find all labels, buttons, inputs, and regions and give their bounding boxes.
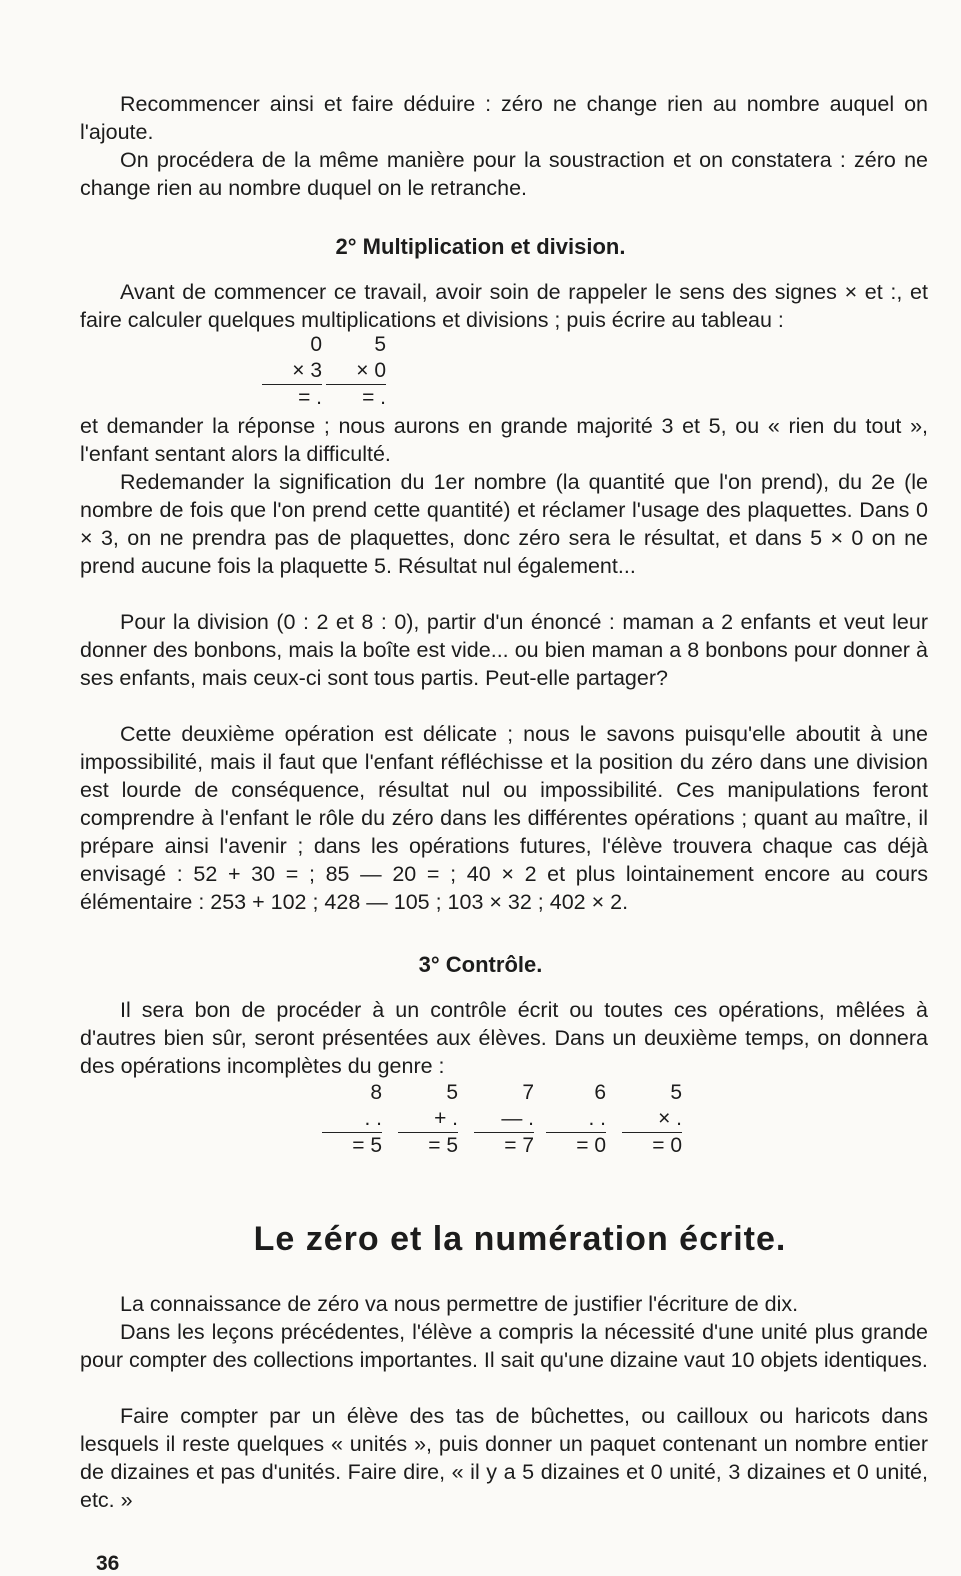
op-mid: × 0 xyxy=(326,358,386,385)
section-title: Le zéro et la numération écrite. xyxy=(253,1220,787,1258)
op-bottom: = 0 xyxy=(576,1134,606,1157)
paragraph-faire-compter: Faire compter par un élève des tas de bûchettes, ou cailloux ou haricots dans lesquels il reste quelques « unités », puis donner un paquet contenant un nombre entier de dizaines et pas d'unités. Faire dire, « il y a 5 dizaines et 0 unité, 3 dizaines et 0 unité, etc. » xyxy=(80,1404,928,1512)
paragraph-deuxieme-operation: Cette deuxième opération est délicate ; nous le savons puisqu'elle aboutit à une impossibilité, mais il faut que l'enfant réfléchisse et la position du zéro dans une division est lourde de conséquence, résultat nul ou impossibilité. Ces manipulations feront comprendre à l'enfant le rôle du zéro dans les différentes opérations ; quant au maître, il prépare ainsi l'avenir ; dans les opérations futures, l'élève trouvera chaque cas déjà envisagé : 52 + 30 = ; 85 — 20 = ; 40 × 2 et plus lointainement encore au cours élémentaire : 253 + 102 ; 428 — 105 ; 103 × 32 ; 402 × 2. xyxy=(80,722,928,914)
board-op-2 xyxy=(326,332,386,411)
op-bottom: = . xyxy=(362,386,386,409)
paragraph-controle: Il sera bon de procéder à un contrôle écrit ou toutes ces opérations, mêlées à d'autres bien sûr, seront présentées aux élèves. Dans un deuxième temps, on donnera des opérations incomplètes du genre : xyxy=(80,998,928,1078)
op-top: 7 xyxy=(522,1081,534,1104)
op-mid: . . xyxy=(322,1106,382,1133)
op-bottom: = . xyxy=(298,386,322,409)
op-top: 5 xyxy=(374,333,386,356)
control-op-3 xyxy=(474,1080,534,1159)
control-op-2 xyxy=(398,1080,458,1159)
op-top: 0 xyxy=(310,333,322,356)
control-op-4 xyxy=(546,1080,606,1159)
paragraph-lecons: Dans les leçons précédentes, l'élève a compris la nécessité d'une unité plus grande pour compter des collections importantes. Il sait qu'une dizaine vaut 10 objets identiques. xyxy=(80,1320,928,1372)
page-number: 36 xyxy=(96,1552,120,1575)
control-op-5 xyxy=(622,1080,682,1159)
op-top: 8 xyxy=(370,1081,382,1104)
board-op-1 xyxy=(262,332,322,411)
op-top: 5 xyxy=(446,1081,458,1104)
paragraph-answer: et demander la réponse ; nous aurons en grande majorité 3 et 5, ou « rien du tout », l'enfant sentant alors la difficulté. xyxy=(80,414,928,466)
op-mid: × 3 xyxy=(262,358,322,385)
paragraph-intro-multiplication: Avant de commencer ce travail, avoir soin de rappeler le sens des signes × et :, et faire calculer quelques multiplications et divisions ; puis écrire au tableau : xyxy=(80,280,928,332)
op-bottom: = 5 xyxy=(428,1134,458,1157)
op-mid: . . xyxy=(546,1106,606,1133)
op-top: 5 xyxy=(670,1081,682,1104)
paragraph-signification: Redemander la signification du 1er nombre (la quantité que l'on prend), du 2e (le nombre de fois que l'on prend cette quantité) et réclamer l'usage des plaquettes. Dans 0 × 3, on ne prendra pas de plaquettes, donc zéro sera le résultat, et dans 5 × 0 on ne prend aucune fois la plaquette 5. Résultat nul également... xyxy=(80,470,928,578)
op-mid: × . xyxy=(622,1106,682,1133)
op-bottom: = 7 xyxy=(504,1134,534,1157)
op-mid: + . xyxy=(398,1106,458,1133)
heading-multiplication-division: 2° Multiplication et division. xyxy=(335,234,626,259)
op-top: 6 xyxy=(594,1081,606,1104)
paragraph-division: Pour la division (0 : 2 et 8 : 0), partir d'un énoncé : maman a 2 enfants et veut leur donner des bonbons, mais la boîte est vide... ou bien maman a 8 bonbons pour donner à ses enfants, mais ceux-ci sont tous partis. Peut-elle partager? xyxy=(80,610,928,690)
heading-controle: 3° Contrôle. xyxy=(418,952,543,977)
op-mid: — . xyxy=(474,1106,534,1133)
op-bottom: = 0 xyxy=(652,1134,682,1157)
paragraph-zero-subtraction: On procédera de la même manière pour la soustraction et on constatera : zéro ne change rien au nombre duquel on le retranche. xyxy=(80,148,928,200)
paragraph-zero-addition: Recommencer ainsi et faire déduire : zéro ne change rien au nombre auquel on l'ajoute. xyxy=(80,92,928,144)
control-op-1 xyxy=(322,1080,382,1159)
op-bottom: = 5 xyxy=(352,1134,382,1157)
paragraph-connaissance: La connaissance de zéro va nous permettre de justifier l'écriture de dix. xyxy=(120,1292,799,1316)
